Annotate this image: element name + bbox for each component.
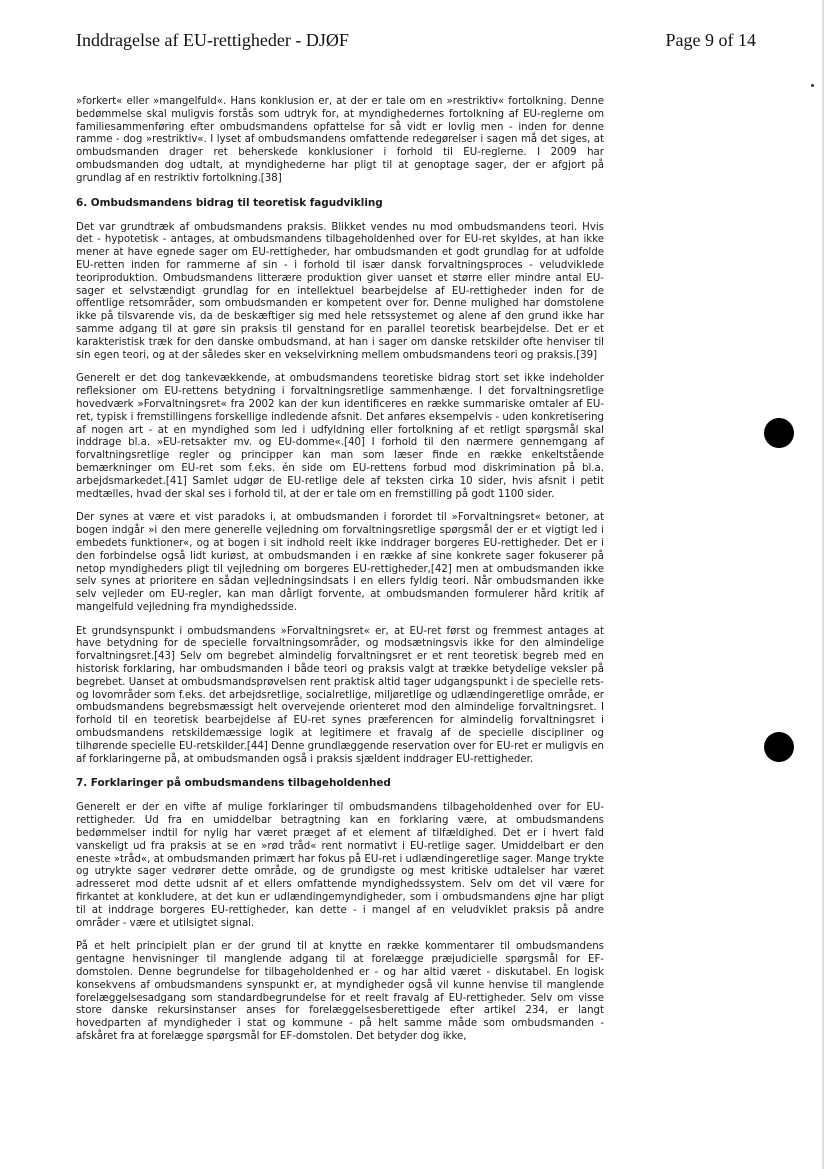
paragraph: Generelt er der en vifte af mulige forklaringer til ombudsmandens tilbageholdenhed over for EU-rettigheder. Ud fra en umiddelbar betragtning kan en forklaring være, at ombudsmandens bedømmelser indtil for nylig har været præget af et element af tilfældighed. Det er i hvert fald vanskeligt ud fra praksis at se en »rød tråd« rent normativt i EU-retlige sager. Umiddelbart er den eneste »tråd«, at ombudsmanden primært har fokus på EU-ret i udlændingeretlige sager. Mange trykte og utrykte sager vedrører dette område, og de grundigste og mest kritiske udtalelser har været adresseret mod dette udsnit af et ellers omfattende myndighedssystem. Selv om det vil være for firkantet at konkludere, at det kun er udlændingemyndigheder, som i ombudsmandens øjne har pligt til at inddrage borgeres EU-rettigheder, kan dette - i mangel af en veludviklet praksis på andre områder - være et utilsigtet signal.: [76, 802, 604, 929]
margin-mark: [811, 84, 814, 87]
paragraph: På et helt principielt plan er der grund til at knytte en række kommentarer til ombudsmandens gentagne henvisninger til manglende adgang til at forelægge præjudicielle spørgsmål for EF-domstolen. Denne begrundelse for tilbageholdenhed er - og har altid været - diskutabel. En logisk konsekvens af ombudsmandens synspunkt er, at myndigheder også vil kunne henvise til manglende forelæggelsesadgang som standardbegrundelse for et reelt fravalg af EU-rettigheder. Selv om visse store danske rekursinstanser anses for forelæggelsesberettigede efter artikel 234, er langt hovedparten af myndigheder i stat og kommune - på helt samme måde som ombudsmanden - afskåret fra at forelægge spørgsmål for EF-domstolen. Det betyder dog ikke,: [76, 941, 604, 1042]
section-heading-7: 7. Forklaringer på ombudsmandens tilbageholdenhed: [76, 777, 391, 790]
page-number: Page 9 of 14: [665, 30, 756, 50]
paragraph: Generelt er det dog tankevækkende, at ombudsmandens teoretiske bidrag stort set ikke indeholder refleksioner om EU-rettens betydning i forvaltningsretlige sammenhænge. I det forvaltningsretlige hovedværk »Forvaltningsret« fra 2002 kan der kun identificeres en række summariske omtaler af EU-ret, typisk i fremstillingens forskellige indledende afsnit. Det anføres eksempelvis - uden konkretisering af nogen art - at en myndighed som led i udfyldning eller fortolkning af et retligt spørgsmål skal inddrage bl.a. »EU-retsakter mv. og EU-domme«.[40] I forhold til den nærmere gennemgang af forvaltningsretlige regler og principper kan man som læser finde en række enkeltstående bemærkninger om EU-ret som f.eks. én side om EU-rettens forbud mod diskrimination på bl.a. arbejdsmarkedet.[41] Samlet udgør de EU-retlige dele af teksten cirka 10 sider, hvis afsnit i petit medtælles, hvad der skal ses i forhold til, at der er tale om en fremstilling på godt 1100 sider.: [76, 373, 604, 500]
paragraph: Der synes at være et vist paradoks i, at ombudsmanden i forordet til »Forvaltningsret« betoner, at bogen indgår »i den mere generelle vejledning om forvaltningsretlige spørgsmål der er et vigtigt led i embedets funktioner«, og at bogen i sit indhold reelt ikke inddrager borgeres EU-rettigheder. Det er i den forbindelse også lidt kuriøst, at ombudsmanden i en række af sine konkrete sager fokuserer på netop myndigheders pligt til vejledning om borgeres EU-rettigheder,[42] men at ombudsmanden ikke selv synes at prioritere en sådan vejledningsindsats i en ellers fyldig teori. Når ombudsmanden ikke selv vejleder om EU-regler, kan man dårligt forvente, at ombudsmanden formulerer hård kritik af mangelfuld vejledning fra myndighedsside.: [76, 512, 604, 613]
paragraph: Et grundsynspunkt i ombudsmandens »Forvaltningsret« er, at EU-ret først og fremmest antages at have betydning for de specielle forvaltningsområder, og modsætningsvis ikke for den almindelige forvaltningsret.[43] Selv om begrebet almindelig forvaltningsret er et rent teoretisk begreb med en historisk forklaring, har ombudsmanden i både teori og praksis valgt at trække betydelige veksler på begrebet. Uanset at ombudsmandsprøvelsen rent praktisk altid tager udgangspunkt i de specielle rets- og lovområder som f.eks. det arbejdsretlige, socialretlige, miljøretlige og udlændingeretlige område, er ombudsmandens begrebsmæssigt helt overvejende orienteret mod den almindelige forvaltningsret. I forhold til en teoretisk bearbejdelse af EU-ret synes præferencen for almindelig forvaltningsret i ombudsmandens retskildemæssige logik at legitimere et fravalg af de specielle discipliner og tilhørende specielle EU-retskilder.[44] Denne grundlæggende reservation over for EU-ret er muligvis en af forklaringerne på, at ombudsmanden også i praksis sjældent inddrager EU-rettigheder.: [76, 625, 604, 765]
scan-hole-mark: [764, 732, 794, 762]
paragraph: »forkert« eller »mangelfuld«. Hans konklusion er, at der er tale om en »restriktiv« fortolkning. Denne bedømmelse skal muligvis forstås som udtryk for, at myndighedernes fortolkning af EU-reglerne om familiesammenføring efter ombudsmandens opfattelse for så vidt er lovlig men - inden for denne ramme - dog »restriktiv«. I lyset af ombudsmandens omfattende redegørelser i sagen må det siges, at ombudsmanden drager ret beherskede konklusioner i forhold til EU-reglerne. I 2009 har ombudsmanden dog udtalt, at myndighederne har pligt til at genoptage sager, der er afgjort på grundlag af en restriktiv fortolkning.[38]: [76, 96, 604, 184]
section-heading-6: 6. Ombudsmandens bidrag til teoretisk fagudvikling: [76, 196, 383, 209]
paragraph: Det var grundtræk af ombudsmandens praksis. Blikket vendes nu mod ombudsmandens teori. Hvis det - hypotetisk - antages, at ombudsmandens tilbageholdenhed over for EU-ret skyldes, at han ikke mener at have egnede sager om EU-rettigheder, har ombudsmanden et godt grundlag for at udfolde EU-retten inden for rammerne af sin - i forhold til især dansk forvaltningsproces - veludviklede teoriproduktion. Ombudsmandens litterære produktion giver uanset et større eller mindre antal EU-sager et selvstændigt grundlag for en intellektuel bearbejdelse af EU-rettigheder inden for de offentlige retsområder, som ombudsmanden er kompetent over for. Denne mulighed har domstolene ikke på tilsvarende vis, da de beskæftiger sig med hele retssystemet og alene af den grund ikke har samme adgang til at gøre sin praksis til genstand for en parallel teoretisk bearbejdelse. Det er et karakteristisk træk for den danske ombudsmand, at han i sager om danske retskilder ofte henviser til sin egen teori, og at der således sker en vekselvirkning mellem ombudsmandens teori og praksis.[39]: [76, 221, 604, 361]
page-header-title: Inddragelse af EU-rettigheder - DJØF: [76, 30, 349, 50]
scan-hole-mark: [764, 418, 794, 448]
document-body: [76, 96, 604, 1055]
